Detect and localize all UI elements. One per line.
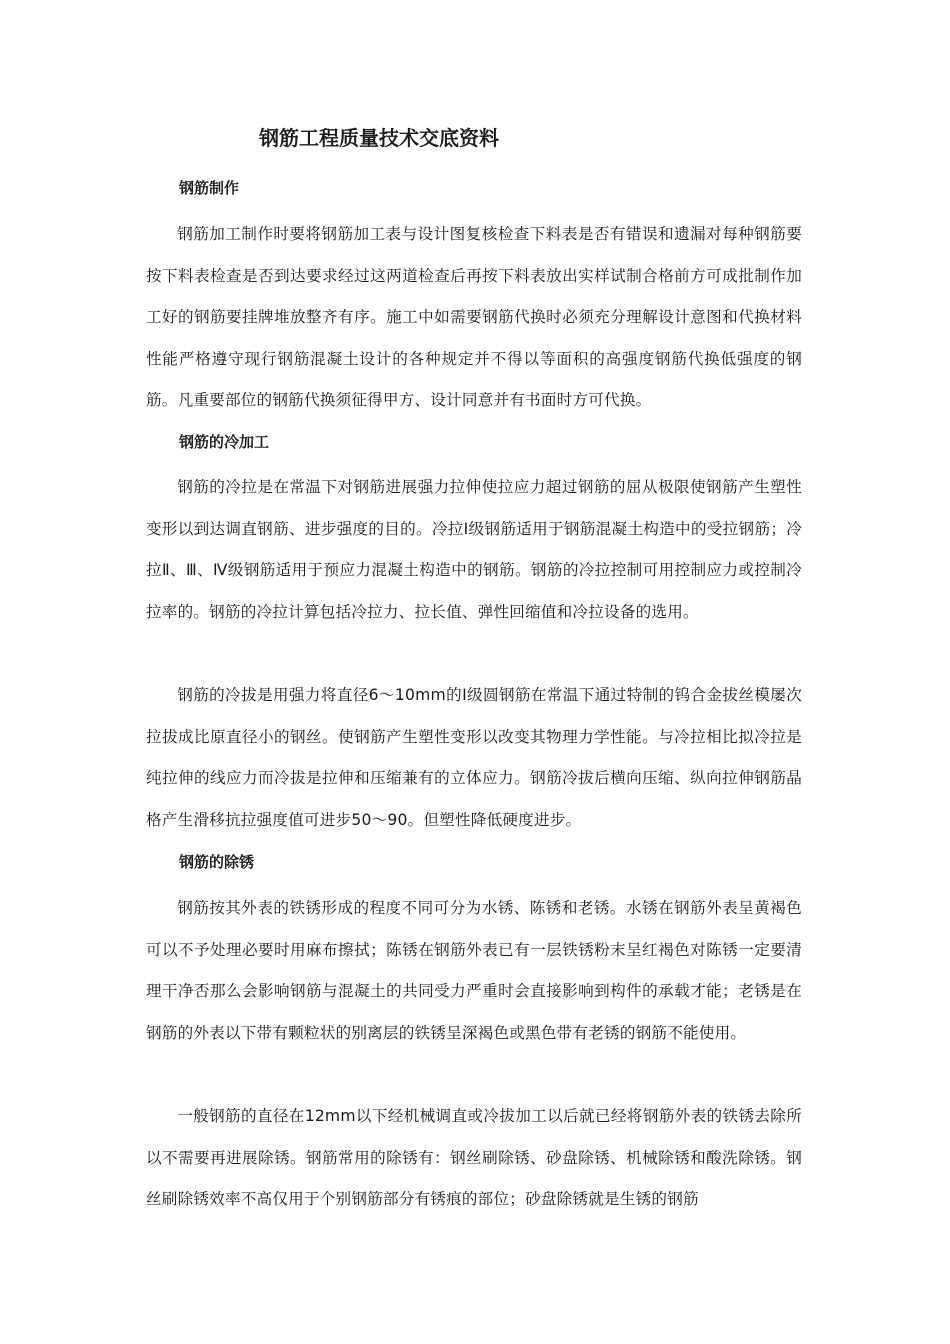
paragraph-rust-methods: 一般钢筋的直径在12mm以下经机械调直或冷拔加工以后就已经将钢筋外表的铁锈去除所以不需要再进展除锈。钢筋常用的除锈有：钢丝刷除锈、砂盘除锈、机械除锈和酸洗除锈。钢丝刷除锈效率不高仅用于个别钢筋部分有锈痕的部位；砂盘除锈就是生锈的钢筋 bbox=[146, 1107, 802, 1208]
section-heading-cold-working: 钢筋的冷加工 bbox=[179, 433, 270, 451]
document-title: 钢筋工程质量技术交底资料 bbox=[259, 126, 499, 150]
section-heading-fabrication: 钢筋制作 bbox=[179, 179, 240, 197]
section-heading-rust-removal: 钢筋的除锈 bbox=[179, 853, 255, 871]
paragraph-fabrication: 钢筋加工制作时要将钢筋加工表与设计图复核检查下料表是否有错误和遗漏对每种钢筋要按下料表检查是否到达要求经过这两道检查后再按下料表放出实样试制合格前方可成批制作加工好的钢筋要挂牌堆放整齐有序。施工中如需要钢筋代换时必须充分理解设计意图和代换材料性能严格遵守现行钢筋混凝土设计的各种规定并不得以等面积的高强度钢筋代换低强度的钢筋。凡重要部位的钢筋代换须征得甲方、设计同意并有书面时方可代换。 bbox=[146, 225, 802, 409]
paragraph-cold-pulling: 钢筋的冷拔是用强力将直径6～10mm的Ⅰ级圆钢筋在常温下通过特制的钨合金拔丝模屡次拉拔成比原直径小的钢丝。使钢筋产生塑性变形以改变其物理力学性能。与冷拉相比拟冷拉是纯拉伸的线应力而冷拔是拉伸和压缩兼有的立体应力。钢筋冷拔后横向压缩、纵向拉伸钢筋晶格产生滑移抗拉强度值可进步50～90。但塑性降低硬度进步。 bbox=[146, 686, 802, 829]
paragraph-cold-drawing: 钢筋的冷拉是在常温下对钢筋进展强力拉伸使拉应力超过钢筋的屈从极限使钢筋产生塑性变形以到达调直钢筋、进步强度的目的。冷拉Ⅰ级钢筋适用于钢筋混凝土构造中的受拉钢筋；冷拉Ⅱ、Ⅲ、Ⅳ级钢筋适用于预应力混凝土构造中的钢筋。钢筋的冷拉控制可用控制应力或控制冷拉率的。钢筋的冷拉计算包括冷拉力、拉长值、弹性回缩值和冷拉设备的选用。 bbox=[146, 478, 802, 621]
paragraph-rust-types: 钢筋按其外表的铁锈形成的程度不同可分为水锈、陈锈和老锈。水锈在钢筋外表呈黄褐色可以不予处理必要时用麻布擦拭；陈锈在钢筋外表已有一层铁锈粉末呈红褐色对陈锈一定要清理干净否那么会影响钢筋与混凝土的共同受力严重时会直接影响到构件的承载才能；老锈是在钢筋的外表以下带有颗粒状的别离层的铁锈呈深褐色或黑色带有老锈的钢筋不能使用。 bbox=[146, 899, 802, 1042]
